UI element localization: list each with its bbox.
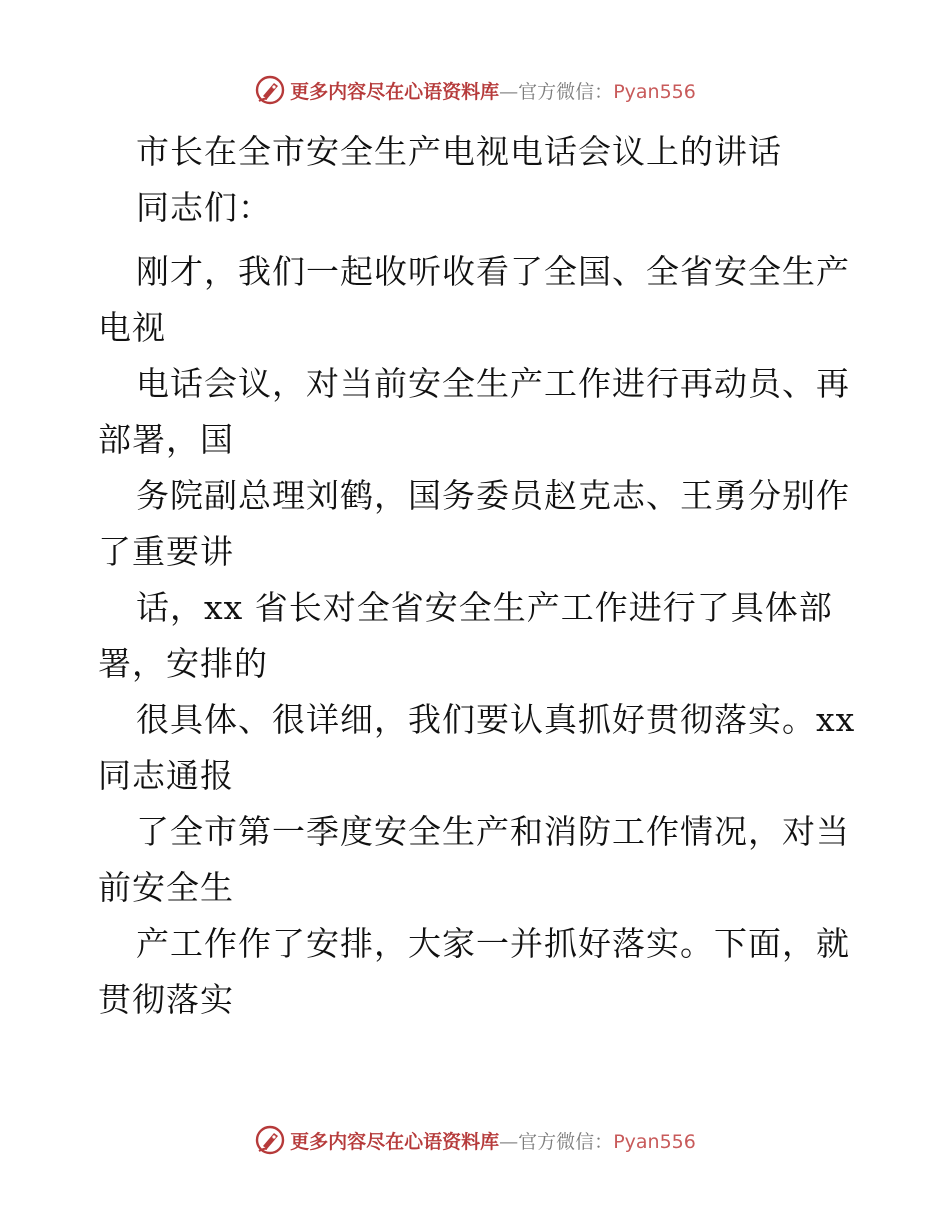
paragraph-line: 贯彻落实 — [98, 980, 234, 1019]
paragraph-line: 电视 — [98, 308, 166, 347]
paragraph-line: 了全市第一季度安全生产和消防工作情况，对当 — [136, 812, 850, 851]
paragraph — [98, 244, 858, 1028]
banner-wechat-label: 官方微信： — [518, 80, 614, 103]
banner-text — [290, 1127, 696, 1154]
paragraph-line: 了重要讲 — [98, 532, 234, 571]
paragraph-line: 话，xx 省长对全省安全生产工作进行了具体部 — [136, 588, 833, 627]
paragraph-line: 电话会议，对当前安全生产工作进行再动员、再 — [136, 364, 850, 403]
paragraph-line: 署，安排的 — [98, 644, 268, 683]
pen-nib-logo-icon — [254, 74, 286, 106]
pen-nib-logo-icon — [254, 1124, 286, 1156]
paragraph-line: 同志通报 — [98, 756, 234, 795]
banner-main-text: 更多内容尽在心语资料库 — [290, 80, 500, 103]
paragraph-line: 部署，国 — [98, 420, 234, 459]
banner-dash: — — [499, 80, 519, 103]
banner-dash: — — [499, 1130, 519, 1153]
paragraph-line: 前安全生 — [98, 868, 234, 907]
banner-wechat-id: Pyan556 — [613, 80, 696, 103]
banner-main-text: 更多内容尽在心语资料库 — [290, 1130, 500, 1153]
banner-wechat-id: Pyan556 — [613, 1130, 696, 1153]
paragraph-line: 产工作作了安排，大家一并抓好落实。下面，就 — [136, 924, 850, 963]
paragraph-line: 很具体、很详细，我们要认真抓好贯彻落实。xx — [136, 700, 856, 739]
paragraph-line: 务院副总理刘鹤，国务委员赵克志、王勇分别作 — [136, 476, 850, 515]
banner-text — [290, 77, 696, 104]
footer-banner — [0, 1120, 950, 1160]
document-body — [98, 124, 858, 1028]
header-banner — [0, 70, 950, 110]
document-title: 市长在全市安全生产电视电话会议上的讲话 — [136, 132, 782, 171]
paragraph-line: 刚才，我们一起收听收看了全国、全省安全生产 — [136, 252, 850, 291]
salutation: 同志们： — [136, 188, 272, 227]
banner-wechat-label: 官方微信： — [518, 1130, 614, 1153]
